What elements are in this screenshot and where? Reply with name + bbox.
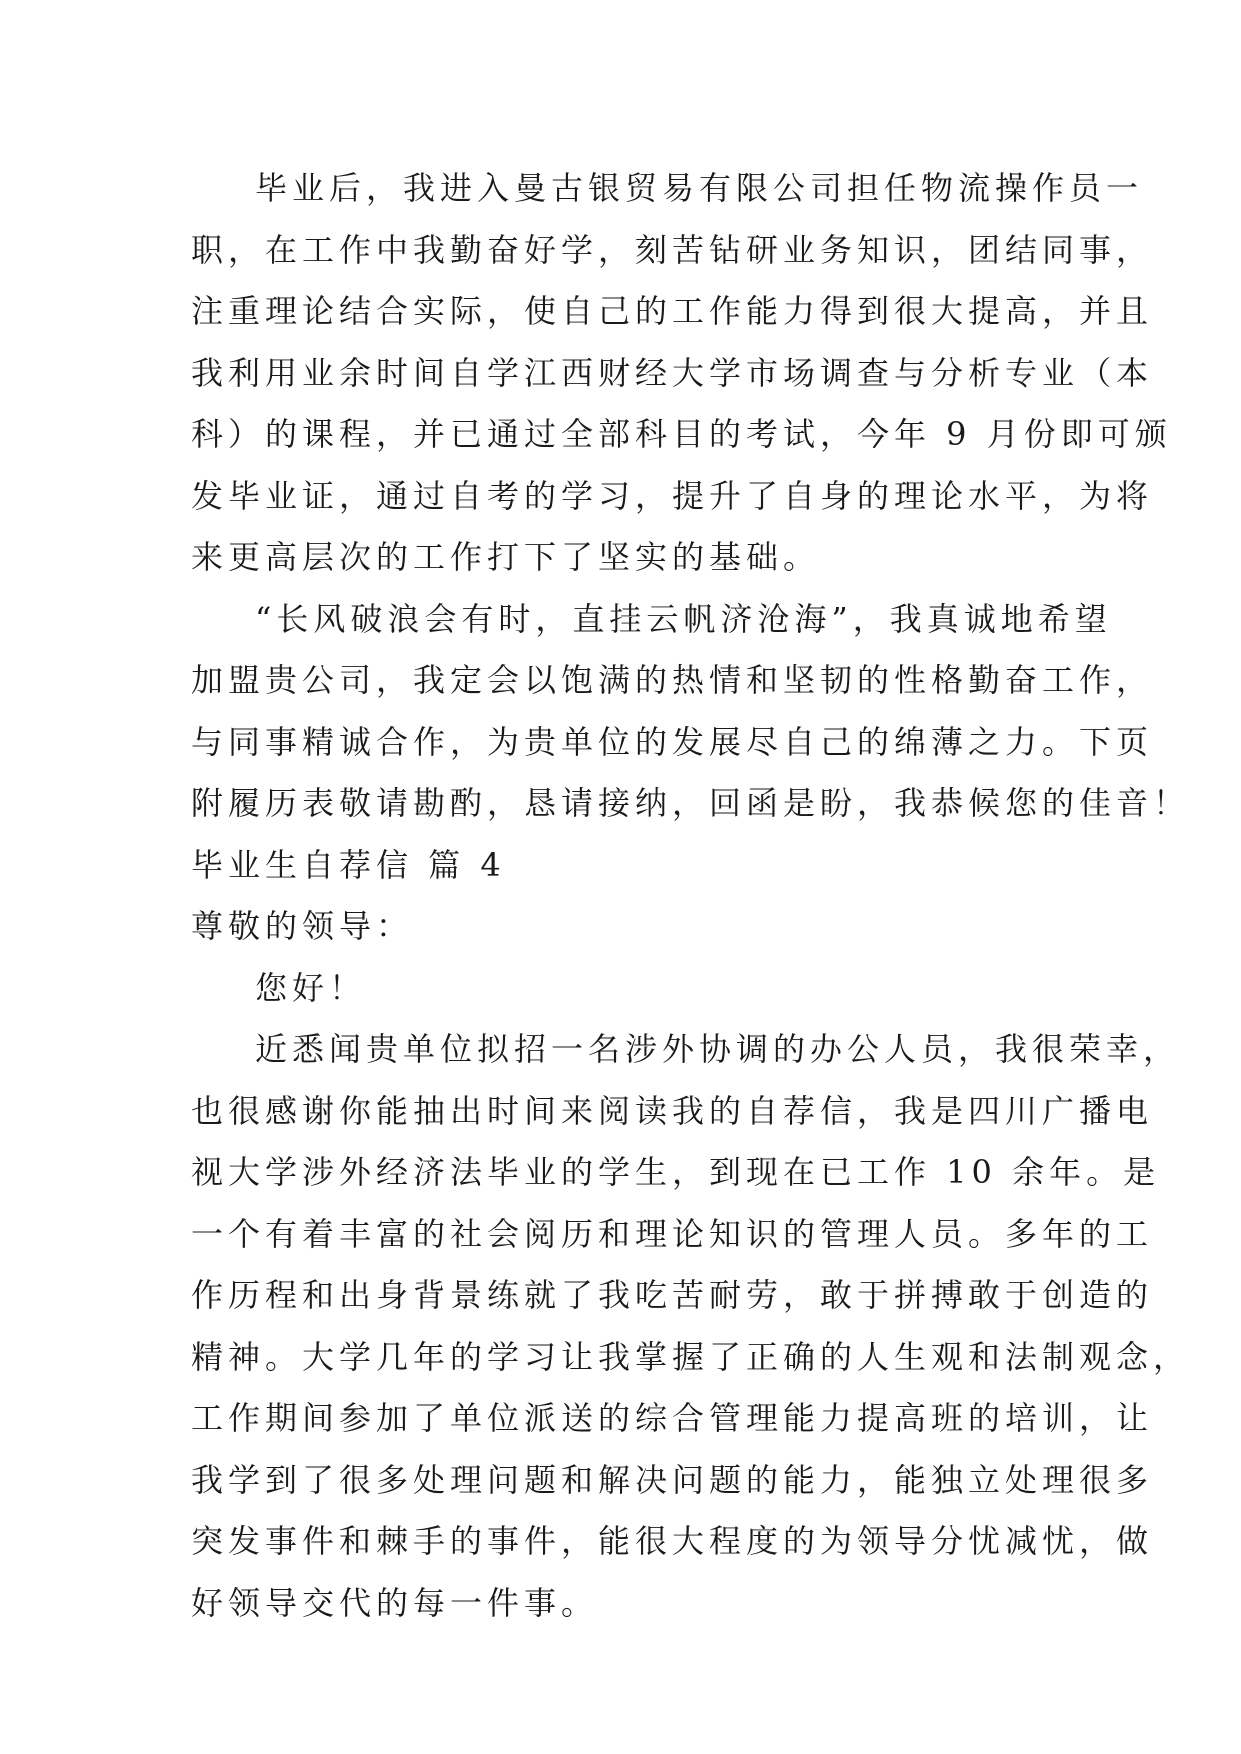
paragraph-line: 毕业后，我进入曼古银贸易有限公司担任物流操作员一 <box>255 169 1144 207</box>
paragraph-line: 突发事件和棘手的事件，能很大程度的为领导分忧减忧，做 <box>191 1522 1154 1560</box>
paragraph-line: 注重理论结合实际，使自己的工作能力得到很大提高，并且 <box>191 292 1154 330</box>
paragraph-line: 我利用业余时间自学江西财经大学市场调查与分析专业（本 <box>191 353 1154 392</box>
greeting: 您好！ <box>255 968 367 1007</box>
paragraph-line: 职，在工作中我勤奋好学，刻苦钻研业务知识，团结同事， <box>191 230 1154 269</box>
paragraph-line: 视大学涉外经济法毕业的学生，到现在已工作 10 余年。是 <box>191 1153 1161 1191</box>
paragraph-line: 附履历表敬请勘酌，恳请接纳，回函是盼，我恭候您的佳音！ <box>191 784 1191 822</box>
paragraph-line: 作历程和出身背景练就了我吃苦耐劳，敢于拼搏敢于创造的 <box>191 1276 1154 1314</box>
paragraph-line: 近悉闻贵单位拟招一名涉外协调的办公人员，我很荣幸， <box>255 1030 1181 1068</box>
paragraph-line: 也很感谢你能抽出时间来阅读我的自荐信，我是四川广播电 <box>191 1091 1154 1130</box>
section-heading: 毕业生自荐信 篇 4 <box>191 845 506 884</box>
paragraph-line: 科）的课程，并已通过全部科目的考试，今年 9 月份即可颁 <box>191 415 1172 453</box>
salutation: 尊敬的领导： <box>191 907 414 945</box>
paragraph-line: 与同事精诚合作，为贵单位的发展尽自己的绵薄之力。下页 <box>191 722 1154 761</box>
paragraph-line: 一个有着丰富的社会阅历和理论知识的管理人员。多年的工 <box>191 1214 1154 1253</box>
paragraph-line: 我学到了很多处理问题和解决问题的能力，能独立处理很多 <box>191 1460 1154 1499</box>
paragraph-line: “长风破浪会有时，直挂云帆济沧海”，我真诚地希望 <box>255 599 1112 638</box>
paragraph-line: 好领导交代的每一件事。 <box>191 1583 599 1622</box>
paragraph-line: 工作期间参加了单位派送的综合管理能力提高班的培训，让 <box>191 1399 1154 1437</box>
paragraph-line: 精神。大学几年的学习让我掌握了正确的人生观和法制观念， <box>191 1337 1191 1376</box>
paragraph-line: 加盟贵公司，我定会以饱满的热情和坚韧的性格勤奋工作， <box>191 661 1154 699</box>
letter-body <box>191 158 1191 1634</box>
paragraph-line: 来更高层次的工作打下了坚实的基础。 <box>191 538 821 576</box>
paragraph-line: 发毕业证，通过自考的学习，提升了自身的理论水平，为将 <box>191 476 1154 515</box>
